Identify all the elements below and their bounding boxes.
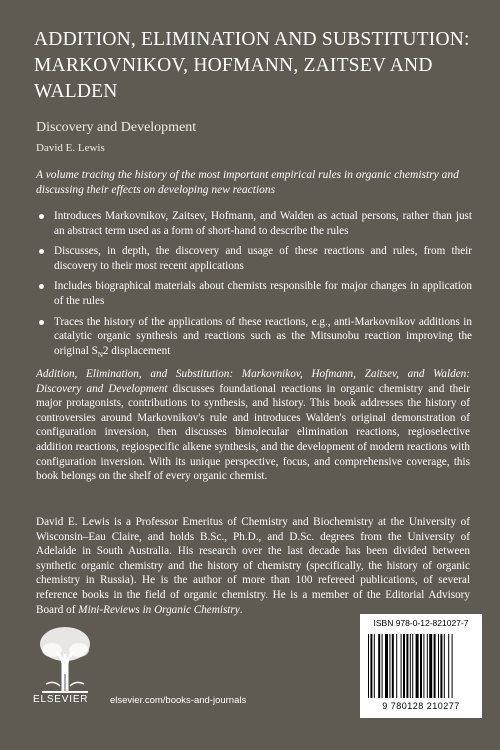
summary-body: discusses foundational reactions in organic chemistry and their major protagonists, contributions to synthesis, and history. This book addresses the history of controversies around Markovnikov's rule and introduces Walden's original demonstration of configuration inversion, then discusses bimolecular elimination reactions, regioselective addition reactions, regiospecific alkene synthesis, and the development of modern reactions with configuration inversion. With its unique perspective, focus, and comprehensive coverage, this book belongs on the shelf of every organic chemist.: [36, 382, 470, 483]
bullet-icon: [39, 214, 44, 219]
bio-journal: Mini-Reviews in Organic Chemistry: [78, 603, 240, 616]
feature-text: Introduces Markovnikov, Zaitsev, Hofmann, and Walden as actual persons, rather than just an abstract term used as a form of short-hand to describe the rules: [54, 210, 472, 237]
feature-item: [36, 209, 472, 238]
bio-body: David E. Lewis is a Professor Emeritus of Chemistry and Biochemistry at the University of Wisconsin–Eau Claire, and holds B.Sc., Ph.D., and D.Sc. degrees from the University of Adelaide in South Australia. His research over the last decade has been divided between synthetic organic chemistry and the history of chemistry (specifically, the history of organic chemistry in Russia). He is the author of more than 100 refereed publications, of several reference books in the field of organic chemistry. He is a member of the Editorial Advisory Board of: [36, 516, 470, 616]
barcode-icon: [368, 634, 474, 700]
book-summary: [36, 367, 470, 484]
book-subtitle: Discovery and Development: [36, 120, 197, 135]
feature-list: [36, 209, 472, 369]
feature-item: [36, 315, 472, 363]
feature-item: [36, 244, 472, 273]
feature-text: Discusses, in depth, the discovery and usage of these reactions and rules, from their discovery to their most recent applications: [54, 245, 472, 272]
elsevier-tree-logo-icon: [34, 624, 96, 694]
bullet-icon: [39, 284, 44, 289]
summary-italic-title: Addition, Elimination, and Substitution: Markovnikov, Hofmann, Zaitsev, and Walden: Discovery and Development: [36, 368, 470, 395]
tagline: A volume tracing the history of the most important empirical rules in organic chemistry and discussing their effects on developing new reactions: [36, 169, 459, 196]
feature-text-tail: 2 displacement: [102, 344, 171, 357]
isbn: ISBN 978-0-12-821027-7: [373, 618, 469, 628]
barcode-number: 9 780128 210277: [382, 701, 460, 711]
publisher-name: ELSEVIER: [33, 694, 89, 705]
feature-text: Includes biographical materials about chemists responsible for major changes in application of the rules: [54, 280, 472, 307]
feature-item: [36, 279, 472, 308]
book-title: ADDITION, ELIMINATION AND SUBSTITUTION: MARKOVNIKOV, HOFMANN, ZAITSEV AND WALDEN: [34, 29, 470, 102]
feature-text: Traces the history of the applications of these reactions, e.g., anti-Markovnikov additions in catalytic organic synthesis and reactions such as the Mitsunobu reaction improving the original S: [54, 315, 472, 357]
bullet-icon: [39, 320, 44, 325]
barcode-panel: [360, 614, 482, 718]
subscript-n: N: [97, 350, 103, 359]
bio-end: .: [239, 603, 243, 616]
author-name: David E. Lewis: [36, 142, 105, 154]
publisher-url: elsevier.com/books-and-journals: [110, 695, 247, 706]
bullet-icon: [39, 249, 44, 254]
author-bio: [36, 515, 470, 617]
